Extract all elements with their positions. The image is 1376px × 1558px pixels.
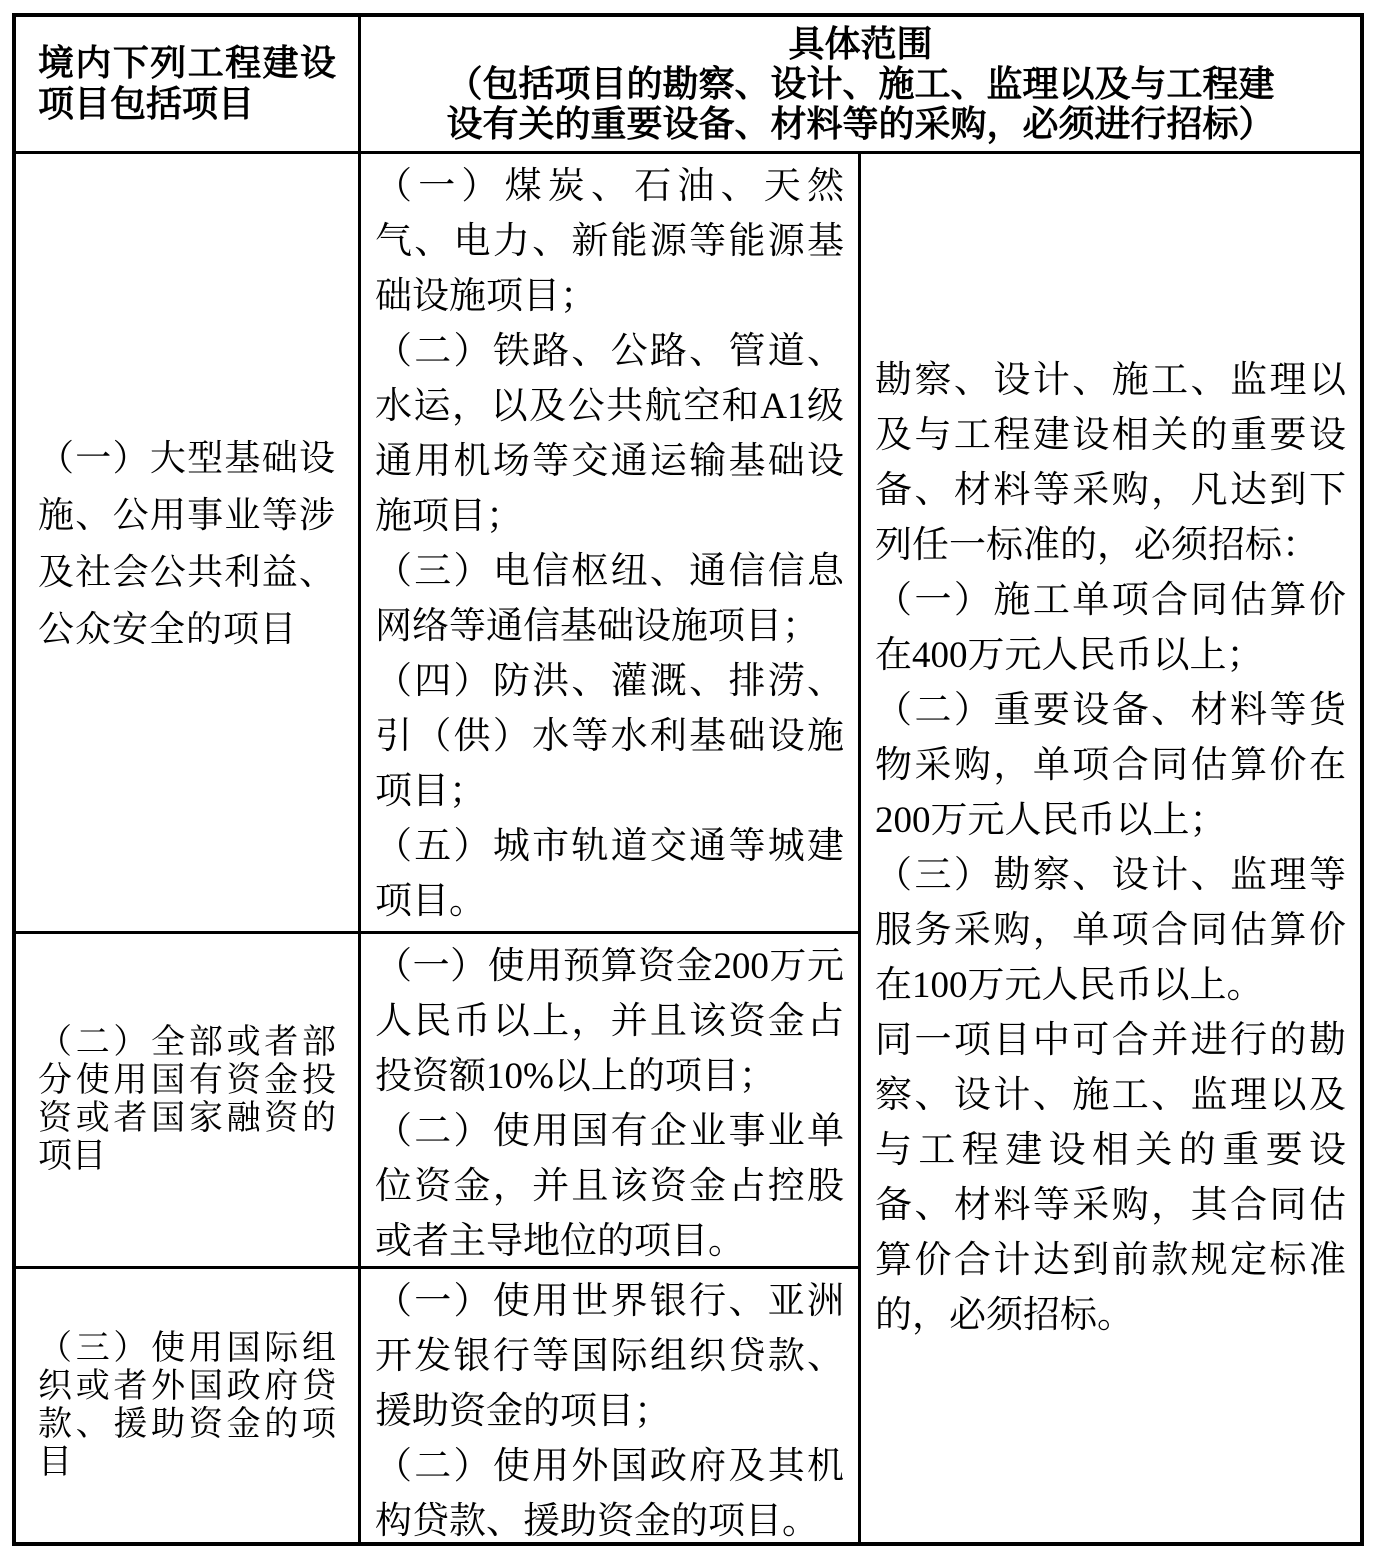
header-subtitle-line: （包括项目的勘察、设计、施工、监理以及与工程建: [446, 64, 1275, 104]
header-right-title: 具体范围: [788, 24, 933, 64]
category-text: （二）全部或者部分使用国有资金投资或者国家融资的项目: [38, 1024, 336, 1175]
category-cell-international-loans: [16, 1269, 361, 1542]
items-cell-infrastructure: [361, 154, 861, 934]
item-paragraph: （一）使用世界银行、亚洲开发银行等国际组织贷款、援助资金的项目；: [375, 1281, 844, 1432]
category-cell-infrastructure: [16, 154, 361, 934]
item-paragraph: （一）使用预算资金200万元人民币以上，并且该资金占投资额10%以上的项目；: [375, 946, 844, 1097]
item-paragraph: （二）使用国有企业事业单位资金，并且该资金占控股或者主导地位的项目。: [375, 1111, 844, 1262]
scope-paragraph: 同一项目中可合并进行的勘察、设计、施工、监理以及与工程建设相关的重要设备、材料等采购，其合同估算价合计达到前款规定标准的，必须招标。: [875, 1020, 1346, 1336]
category-cell-state-funds: [16, 934, 361, 1269]
item-paragraph: （三）电信枢纽、通信信息网络等通信基础设施项目；: [375, 551, 844, 647]
item-paragraph: （四）防洪、灌溉、排涝、引（供）水等水利基础设施项目；: [375, 661, 844, 812]
header-cell-project-categories: [16, 17, 361, 154]
item-paragraph: （二）铁路、公路、管道、水运，以及公共航空和A1级通用机场等交通运输基础设施项目；: [375, 331, 844, 537]
scope-paragraph: （一）施工单项合同估算价在400万元人民币以上；: [875, 580, 1346, 676]
scope-paragraph: （二）重要设备、材料等货物采购，单项合同估算价在200万元人民币以上；: [875, 690, 1346, 841]
tender-scope-table: [12, 13, 1364, 1546]
merged-cell-bidding-thresholds: [861, 154, 1360, 1542]
scope-paragraph: （三）勘察、设计、监理等服务采购，单项合同估算价在100万元人民币以上。: [875, 855, 1346, 1006]
header-right-subtitle: [446, 64, 1274, 144]
items-cell-state-funds: [361, 934, 861, 1269]
category-text: （三）使用国际组织或者外国政府贷款、援助资金的项目: [38, 1329, 336, 1481]
item-paragraph: （二）使用外国政府及其机构贷款、援助资金的项目。: [375, 1446, 844, 1542]
item-paragraph: （五）城市轨道交通等城建项目。: [375, 826, 844, 922]
scope-paragraph: 勘察、设计、施工、监理以及与工程建设相关的重要设备、材料等采购，凡达到下列任一标准的，必须招标：: [875, 360, 1346, 566]
header-left-title: 境内下列工程建设项目包括项目: [38, 43, 336, 124]
header-subtitle-line: 设有关的重要设备、材料等的采购，必须进行招标）: [446, 104, 1275, 144]
item-paragraph: （一）煤炭、石油、天然气、电力、新能源等能源基础设施项目；: [375, 166, 844, 317]
items-cell-international-loans: [361, 1269, 861, 1542]
header-cell-specific-scope: [361, 17, 1360, 154]
category-text: （一）大型基础设施、公用事业等涉及社会公共利益、公众安全的项目: [38, 436, 336, 649]
